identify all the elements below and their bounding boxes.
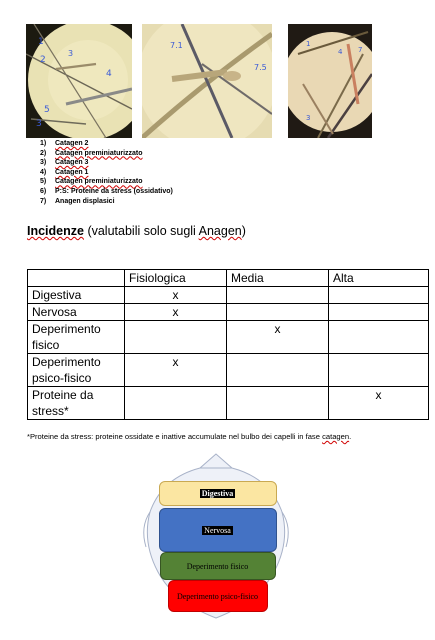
band-label: Digestiva: [201, 489, 234, 498]
legend-number: 6): [40, 187, 47, 195]
row-label: Proteine da stress*: [28, 387, 125, 420]
legend-label: Anagen displasici: [55, 197, 115, 205]
heading-bold: Incidenze: [27, 224, 84, 238]
hair-phase-legend: [40, 139, 173, 206]
marker-label: 1: [306, 40, 311, 48]
marker-label: 7.5: [254, 63, 267, 72]
table-cell: x: [329, 387, 429, 420]
table-cell: x: [125, 304, 227, 321]
table-row: [28, 354, 429, 387]
heading-text: (valutabili solo sugli: [83, 224, 199, 238]
table-cell: [125, 387, 227, 420]
band-label: Nervosa: [204, 525, 231, 535]
marker-label: 3: [68, 49, 74, 58]
table-cell: [329, 354, 429, 387]
table-cell: [227, 387, 329, 420]
legend-item: [40, 187, 173, 197]
legend-label: Catagen preminiaturizzato: [55, 149, 143, 157]
legend-number: 2): [40, 149, 47, 157]
footnote: [27, 432, 351, 441]
legend-item: [40, 158, 173, 168]
table-cell: x: [227, 321, 329, 354]
marker-label: 5: [44, 105, 50, 115]
marker-label: 3: [36, 119, 42, 129]
heading-close: ): [241, 224, 246, 238]
table-cell: x: [125, 287, 227, 304]
row-label: Digestiva: [28, 287, 125, 304]
legend-label: Catagen 3: [55, 159, 89, 167]
microscope-image-2: [142, 24, 272, 138]
table-cell: [329, 321, 429, 354]
table-row: [28, 287, 429, 304]
incidence-table: [27, 269, 429, 420]
marker-label: 4: [106, 69, 112, 79]
header-cell: [28, 270, 125, 287]
header-cell: Fisiologica: [125, 270, 227, 287]
header-cell: Alta: [329, 270, 429, 287]
marker-label: 2: [40, 55, 46, 65]
marker-label: 3: [306, 114, 311, 122]
table-cell: [227, 287, 329, 304]
microscope-image-3: [288, 24, 372, 138]
legend-label: P:S: Proteine da stress (ossidativo): [55, 187, 173, 195]
table-cell: [329, 287, 429, 304]
band-nervosa: [159, 508, 277, 552]
header-cell: Media: [227, 270, 329, 287]
legend-item: [40, 168, 173, 178]
table-cell: [329, 304, 429, 321]
table-cell: [227, 304, 329, 321]
table-row: [28, 304, 429, 321]
table-header-row: [28, 270, 429, 287]
legend-item: [40, 139, 173, 149]
legend-number: 3): [40, 159, 47, 167]
heading-anagen: Anagen: [198, 224, 242, 238]
band-label: Deperimento fisico: [186, 561, 249, 571]
table-cell: [125, 321, 227, 354]
legend-number: 5): [40, 178, 47, 186]
marker-label: 1: [38, 37, 44, 47]
row-label: Deperimento psico-fisico: [28, 354, 125, 387]
table-row: [28, 387, 429, 420]
band-deperimento-fisico: [160, 552, 276, 580]
marker-label: 7.1: [170, 41, 183, 50]
band-label: Deperimento psico-fisico: [176, 591, 259, 601]
footnote-catagen: catagen: [322, 432, 350, 441]
legend-label: Catagen 2: [55, 140, 89, 147]
legend-number: 4): [40, 168, 47, 176]
marker-label: 7: [358, 46, 363, 54]
row-label: Deperimento fisico: [28, 321, 125, 354]
table-cell: [227, 354, 329, 387]
band-digestiva: [159, 481, 277, 506]
legend-label: Catagen 1: [55, 168, 89, 176]
marker-label: 4: [338, 48, 343, 56]
footnote-end: .: [349, 432, 352, 441]
band-deperimento-psico-fisico: [168, 580, 268, 612]
legend-label: Catagen preminiaturizzato: [55, 178, 143, 186]
legend-number: 7): [40, 197, 47, 205]
table-cell: x: [125, 354, 227, 387]
microscope-image-1: [26, 24, 132, 138]
legend-item: [40, 149, 173, 159]
row-label: Nervosa: [28, 304, 125, 321]
incidence-heading: [27, 224, 246, 238]
footnote-text: *Proteine da stress: proteine ossidate e inattive accumulate nel bulbo dei capelli in fase: [27, 432, 323, 441]
legend-number: 1): [40, 140, 47, 147]
legend-item: [40, 177, 173, 187]
legend-item: [40, 197, 173, 207]
table-row: [28, 321, 429, 354]
